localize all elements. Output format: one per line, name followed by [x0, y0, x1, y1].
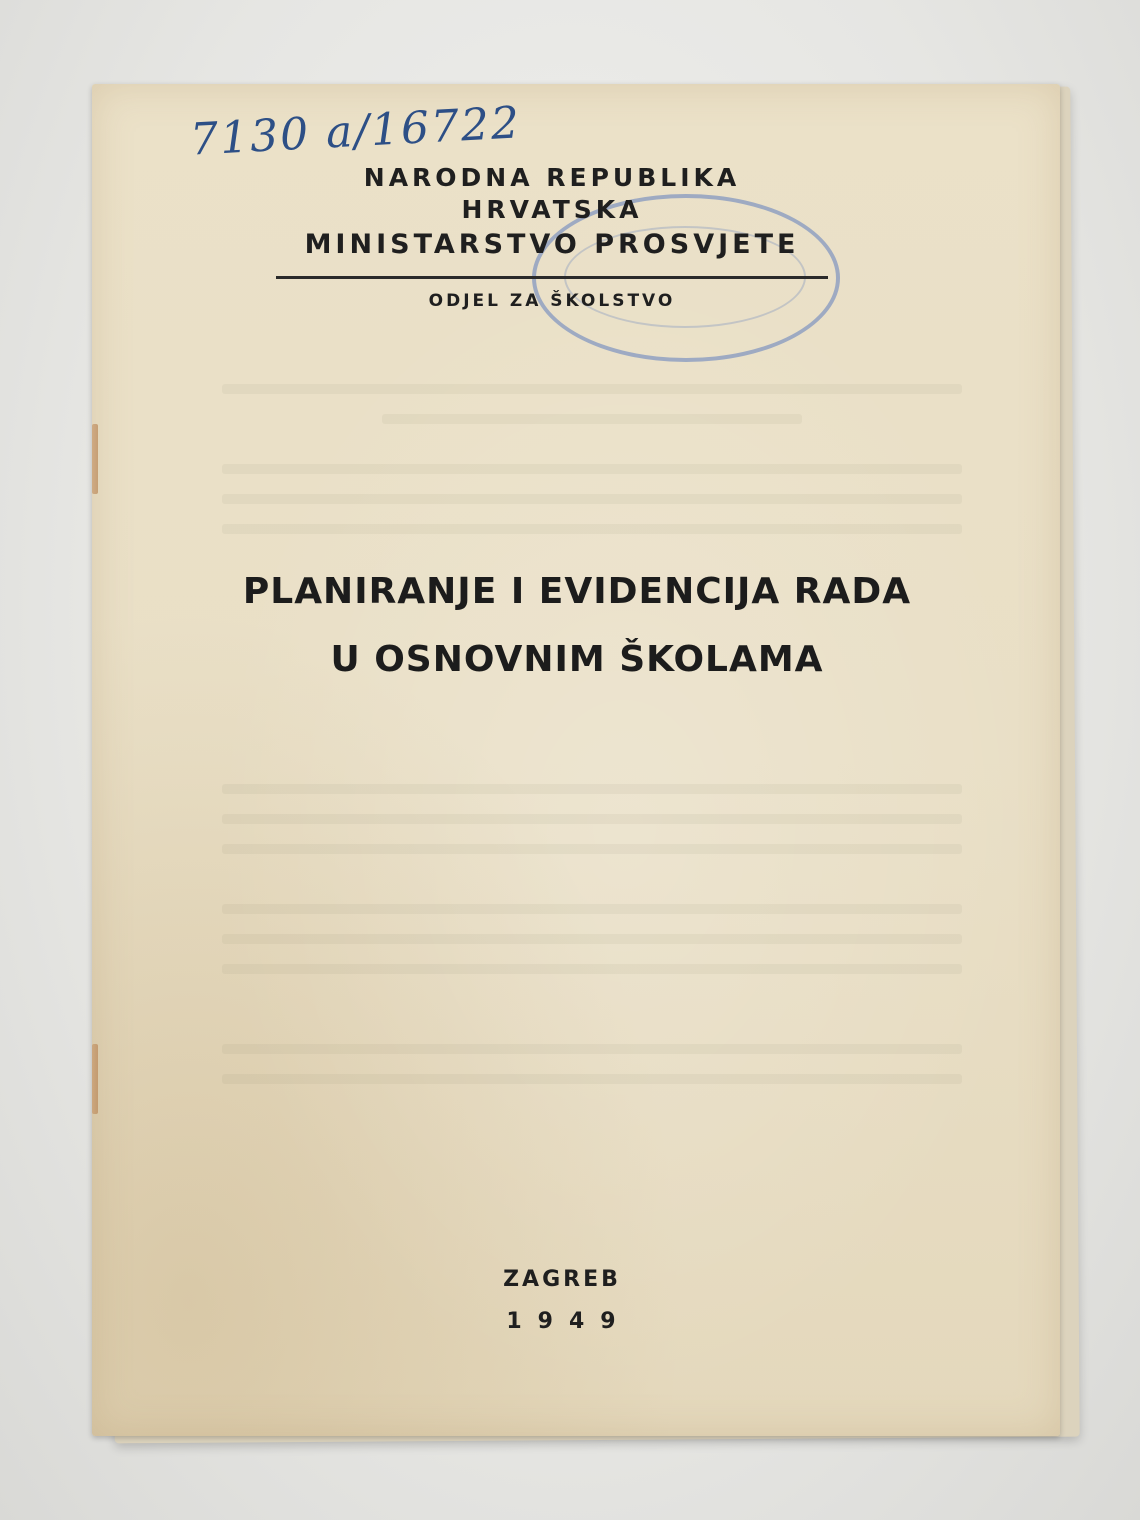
department-name: ODJEL ZA ŠKOLSTVO — [428, 291, 676, 311]
show-through-line — [222, 784, 962, 794]
show-through-line — [222, 464, 962, 474]
show-through-line — [222, 934, 962, 944]
title-line-2: U OSNOVNIM ŠKOLAMA — [330, 639, 824, 680]
document-title — [152, 558, 1002, 694]
show-through-line — [222, 844, 962, 854]
issuer-header — [272, 162, 832, 313]
show-through-line — [222, 1074, 962, 1084]
country-name: NARODNA REPUBLIKA HRVATSKA — [363, 163, 741, 224]
imprint-city: ZAGREB — [503, 1267, 621, 1292]
header-divider — [276, 276, 828, 279]
show-through-line — [222, 904, 962, 914]
imprint — [472, 1264, 652, 1342]
show-through-line — [382, 414, 802, 424]
show-through-line — [222, 494, 962, 504]
show-through-line — [222, 814, 962, 824]
staple-mark — [92, 1044, 98, 1114]
handwritten-call-number: 7130 a/16722 — [188, 97, 523, 166]
imprint-year: 1949 — [506, 1309, 632, 1334]
staple-mark — [92, 424, 98, 494]
title-line-1: PLANIRANJE I EVIDENCIJA RADA — [242, 571, 912, 612]
booklet-cover — [92, 84, 1060, 1436]
show-through-line — [222, 964, 962, 974]
show-through-line — [222, 1044, 962, 1054]
show-through-line — [222, 524, 962, 534]
ministry-name: MINISTARSTVO PROSVJETE — [304, 229, 800, 260]
show-through-line — [222, 384, 962, 394]
